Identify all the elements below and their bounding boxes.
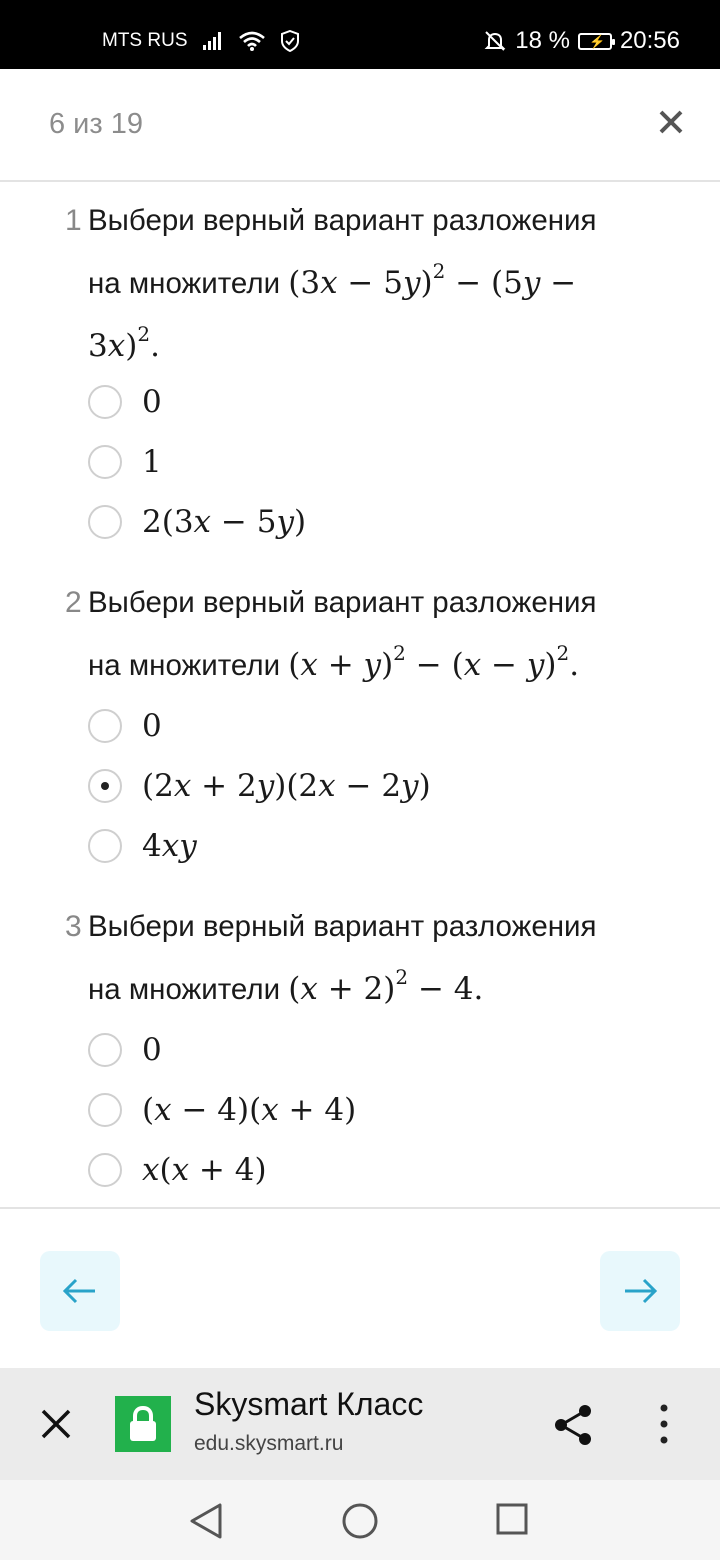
previous-button[interactable] [40,1251,120,1331]
battery-icon: ⚡ [578,33,612,50]
radio-button[interactable] [88,1093,122,1127]
radio-button-selected[interactable] [88,769,122,803]
share-icon[interactable] [553,1404,593,1446]
prompt-line: Выбери верный вариант разложения [88,910,597,943]
browser-bar [0,1368,720,1480]
question-number: 1 [65,204,82,237]
radio-button[interactable] [88,445,122,479]
option-label: (x − 4)(x + 4) [142,1092,357,1128]
question-text [88,896,678,1021]
option-label: x(x + 4) [142,1152,267,1188]
more-options-icon[interactable] [659,1404,669,1444]
option[interactable] [88,1148,267,1192]
option-label: 0 [142,708,162,744]
recents-icon[interactable] [495,1502,529,1536]
question-number: 2 [65,586,82,619]
bell-off-icon [483,29,507,53]
option[interactable] [88,380,162,424]
option[interactable] [88,764,431,808]
status-bar [0,0,720,69]
question-list [0,182,720,1206]
prompt-line: Выбери верный вариант разложения [88,204,597,237]
math-expression: $(x + y)^2 - (x - y)^2$. [288,640,580,683]
option-label: (2x + 2y)(2x − 2y) [142,768,431,804]
question-counter: 6 из 19 [49,108,143,140]
wifi-icon [238,30,266,52]
close-icon[interactable] [656,107,686,137]
question-number: 3 [65,910,82,943]
secure-lock [115,1396,171,1452]
close-tab-icon[interactable] [40,1408,72,1440]
arrow-right-icon [622,1276,658,1306]
status-left [102,30,300,52]
option-label: 4xy [142,828,197,864]
shield-icon [280,30,300,52]
arrow-left-icon [62,1276,98,1306]
option[interactable] [88,440,162,484]
question-text [88,572,678,697]
option[interactable] [88,1088,356,1132]
math-expression: $(3x - 5y)^2 - (5y$ − 3x)$^2$. [88,258,577,364]
quiz-header [0,69,720,182]
carrier-name: MTS RUS [102,30,188,51]
prompt-prefix: на множители [88,973,281,1006]
system-navigation [0,1480,720,1560]
radio-button[interactable] [88,505,122,539]
prompt-prefix: на множители [88,267,281,300]
question-navigation [0,1207,720,1369]
option[interactable] [88,500,306,544]
option-label: 1 [142,444,162,480]
radio-button[interactable] [88,1033,122,1067]
option[interactable] [88,704,162,748]
site-title: Skysmart Класс [194,1386,424,1422]
question-text [88,190,678,378]
option[interactable] [88,1028,162,1072]
status-right [483,27,680,55]
math-expression: $(x + 2)^2 - 4$. [288,964,484,1007]
next-button[interactable] [600,1251,680,1331]
option[interactable] [88,824,197,868]
radio-button[interactable] [88,1153,122,1187]
signal-icon [202,31,224,51]
option-label: 2(3x − 5y) [142,504,307,540]
clock-time: 20:56 [619,27,680,54]
battery-percent: 18 % [515,27,570,54]
prompt-line: Выбери верный вариант разложения [88,586,597,619]
radio-button[interactable] [88,829,122,863]
prompt-prefix: на множители [88,649,281,682]
option-label: 0 [142,1032,162,1068]
radio-button[interactable] [88,385,122,419]
site-url: edu.skysmart.ru [194,1432,344,1455]
back-icon[interactable] [188,1502,224,1540]
option-label: 0 [142,384,162,420]
radio-button[interactable] [88,709,122,743]
home-icon[interactable] [341,1502,379,1540]
lock-icon [115,1396,171,1452]
